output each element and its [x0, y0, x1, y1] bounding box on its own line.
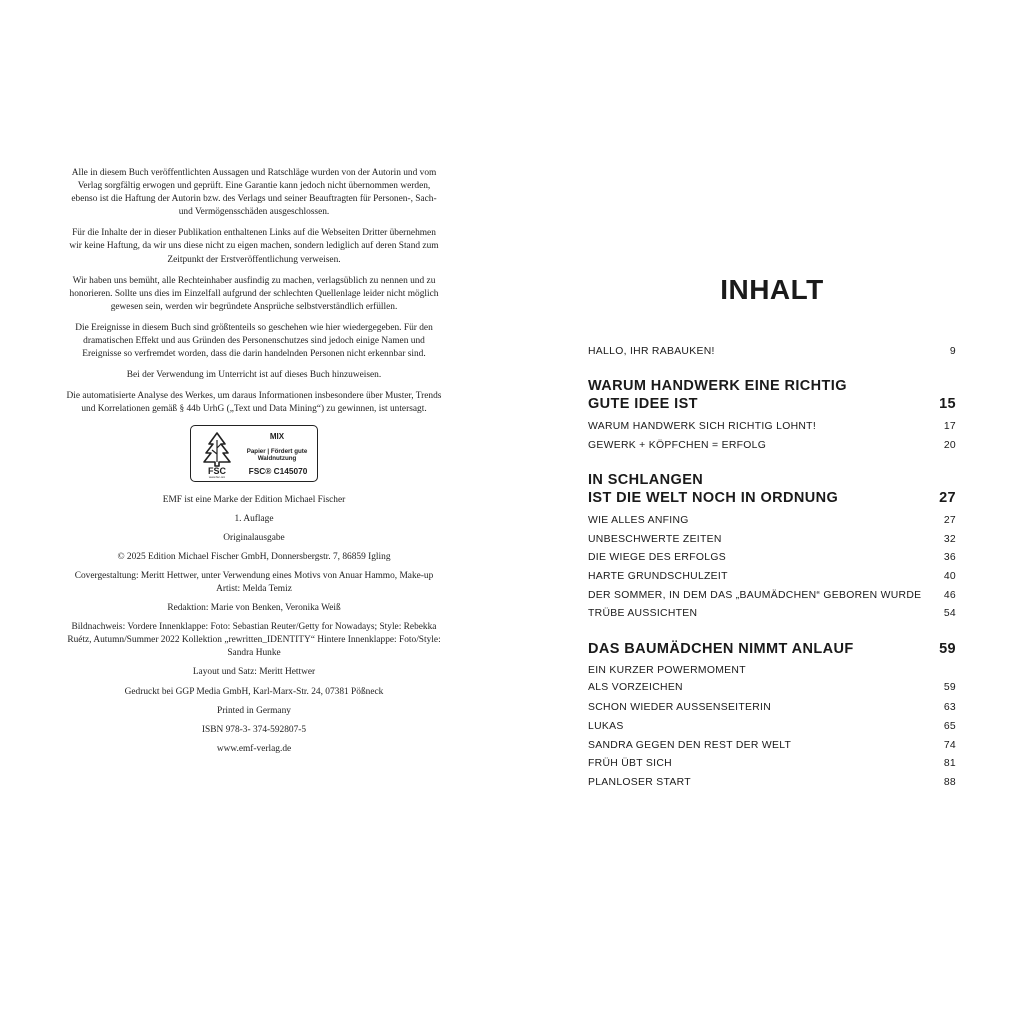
imprint-line: ISBN 978-3- 374-592807-5 — [201, 724, 307, 735]
toc-entry-label: DIE WIEGE DES ERFOLGS — [588, 552, 726, 563]
toc-entry — [588, 740, 956, 751]
toc-entry — [588, 421, 956, 432]
toc-entry — [588, 534, 956, 545]
toc-chapter-page: 27 — [939, 489, 956, 506]
toc-entry-page: 36 — [943, 552, 956, 563]
toc-entry-label: EIN KURZER POWERMOMENT — [588, 665, 746, 676]
toc-entry — [588, 665, 956, 676]
toc-entry-label: HALLO, IHR RABAUKEN! — [588, 346, 715, 357]
toc-chapter-title: IN SCHLANGEN — [588, 472, 704, 488]
imprint-line: © 2025 Edition Michael Fischer GmbH, Donnersbergstr. 7, 86859 Igling — [117, 551, 391, 562]
toc-entry-label: PLANLOSER START — [588, 777, 691, 788]
toc-entry-page: 40 — [943, 571, 956, 582]
toc-chapter-title: DAS BAUMÄDCHEN NIMMT ANLAUF — [588, 641, 854, 657]
toc-entry — [588, 608, 956, 619]
toc-entry-page: 9 — [949, 346, 956, 357]
toc-entry-page: 65 — [943, 721, 956, 732]
toc-entry — [588, 777, 956, 788]
toc-entry-page: 46 — [943, 590, 956, 601]
toc-entry-label: WARUM HANDWERK SICH RICHTIG LOHNT! — [588, 421, 817, 432]
toc-entry — [588, 590, 956, 601]
fsc-tree-icon — [199, 430, 235, 478]
toc-entry-page: 88 — [943, 777, 956, 788]
toc-chapter-page: 15 — [939, 395, 956, 412]
toc-entry — [588, 758, 956, 769]
toc-entry — [588, 515, 956, 526]
toc-entry-page: 20 — [943, 440, 956, 451]
imprint-line: 1. Auflage — [234, 513, 274, 524]
imprint-line: EMF ist eine Marke der Edition Michael Fischer — [162, 494, 346, 505]
events-paragraph: Die Ereignisse in diesem Buch sind größtenteils so geschehen wie hier wiedergegeben. Für den dramatischen Effekt und aus Gründen des Personenschutzes sind jedoch einige Namen und Ereignisse so verfremdet worden, dass die darin handelnden Personen nicht erkennbar sind. — [75, 322, 433, 360]
imprint-page — [66, 167, 442, 762]
toc-entry-page: 81 — [943, 758, 956, 769]
imprint-line: Redaktion: Marie von Benken, Veronika Weiß — [167, 603, 341, 614]
toc-entry-page: 17 — [943, 421, 956, 432]
toc-entry — [588, 702, 956, 713]
toc-title: INHALT — [720, 274, 824, 305]
toc-entry-label: HARTE GRUNDSCHULZEIT — [588, 571, 728, 582]
fsc-code: FSC® C145070 — [248, 465, 308, 476]
imprint-lines — [66, 494, 442, 756]
toc-entry-label: FRÜH ÜBT SICH — [588, 758, 672, 769]
toc-entry-label: ALS VORZEICHEN — [588, 682, 683, 693]
toc-chapter-title: IST DIE WELT NOCH IN ORDNUNG — [588, 489, 839, 506]
toc-entry-label: DER SOMMER, IN DEM DAS „BAUMÄDCHEN“ GEBOREN WURDE — [588, 590, 922, 601]
toc-chapter-page: 59 — [939, 641, 956, 657]
toc-entry — [588, 571, 956, 582]
toc-entry-label: UNBESCHWERTE ZEITEN — [588, 534, 722, 545]
imprint-line: Bildnachweis: Vordere Innenklappe: Foto: Sebastian Reuter/Getty for Nowadays; Style: Rebekka Ruétz, Autumn/Summer 2022 Kollektion „rewritten_IDENTITY“ Hintere Innenklappe: Foto/Style: Sandra Hunke — [67, 622, 441, 659]
toc-entry-label: WIE ALLES ANFING — [588, 515, 689, 526]
toc-chapter — [588, 378, 956, 413]
imprint-line: www.emf-verlag.de — [216, 743, 292, 754]
toc-entry-label: TRÜBE AUSSICHTEN — [588, 608, 698, 619]
fsc-label — [190, 425, 318, 482]
toc-entry — [588, 440, 956, 451]
imprint-line: Layout und Satz: Meritt Hettwer — [192, 667, 316, 678]
toc-entry-label: SCHON WIEDER AUSSENSEITERIN — [588, 702, 772, 713]
links-paragraph: Für die Inhalte der in dieser Publikation enthaltenen Links auf die Webseiten Dritter übernehmen wir keine Haftung, da wir uns diese nicht zu eigen machen, sondern lediglich auf deren Stand zum Zeitpunkt der Erstveröffentlichung verweisen. — [69, 228, 439, 265]
toc-entry-label: GEWERK + KÖPFCHEN = ERFOLG — [588, 440, 767, 451]
toc-entry-page: 74 — [943, 740, 956, 751]
imprint-line: Printed in Germany — [217, 705, 291, 716]
disclaimer-paragraph: Alle in diesem Buch veröffentlichten Aussagen und Ratschläge wurden von der Autorin und vom Verlag sorgfältig erwogen und geprüft. Eine Garantie kann jedoch nicht übernommen werden, ebenso ist die Haftung der Autorin bzw. des Verlags und seiner Beauftragten für Personen-, Sach- und Vermögensschäden ausgeschlossen. — [71, 168, 437, 218]
text-data-mining-paragraph: Die automatisierte Analyse des Werkes, um daraus Informationen insbesondere über Muster, Trends und Korrelationen gemäß § 44b UrhG („Text und Data Mining“) zu gewinnen, ist untersagt. — [66, 391, 442, 415]
imprint-line: Covergestaltung: Meritt Hettwer, unter Verwendung eines Motivs von Anuar Hammo, Make-up Artist: Melda Temiz — [74, 570, 434, 594]
toc-entry-label: LUKAS — [588, 721, 624, 732]
toc-entry — [588, 552, 956, 563]
toc-entry-page: 32 — [943, 534, 956, 545]
teaching-paragraph: Bei der Verwendung im Unterricht ist auf dieses Buch hinzuweisen. — [126, 370, 382, 381]
toc-entry-page: 27 — [943, 515, 956, 526]
toc-entry — [588, 346, 956, 357]
toc-entry-page: 59 — [943, 682, 956, 693]
fsc-mix: MIX — [269, 431, 285, 441]
toc-chapter — [588, 641, 956, 659]
toc-chapter-title: WARUM HANDWERK EINE RICHTIG — [588, 378, 847, 394]
toc-entry — [588, 682, 956, 693]
rights-paragraph: Wir haben uns bemüht, alle Rechteinhaber ausfindig zu machen, verlagsüblich zu nennen und zu honorieren. Sollte uns dies im Einzelfall aufgrund der schlechten Quellenlage leider nicht möglich gewesen sein, werden wir begründete Ansprüche selbstverständlich erfüllen. — [69, 275, 439, 312]
toc-entry-page: 63 — [943, 702, 956, 713]
toc-entry — [588, 721, 956, 732]
fsc-logo-text: FSC — [208, 465, 226, 476]
toc-chapter-title: GUTE IDEE IST — [588, 395, 698, 412]
fsc-logo-url: www.fsc.org — [208, 474, 226, 478]
fsc-text: Papier | Fördert gute Waldnutzung — [246, 447, 308, 462]
toc-entry-page: 54 — [943, 608, 956, 619]
toc-entry-label: SANDRA GEGEN DEN REST DER WELT — [588, 740, 792, 751]
imprint-line: Gedruckt bei GGP Media GmbH, Karl-Marx-Str. 24, 07381 Pößneck — [124, 686, 384, 697]
toc-chapter — [588, 472, 956, 507]
imprint-line: Originalausgabe — [223, 532, 285, 543]
